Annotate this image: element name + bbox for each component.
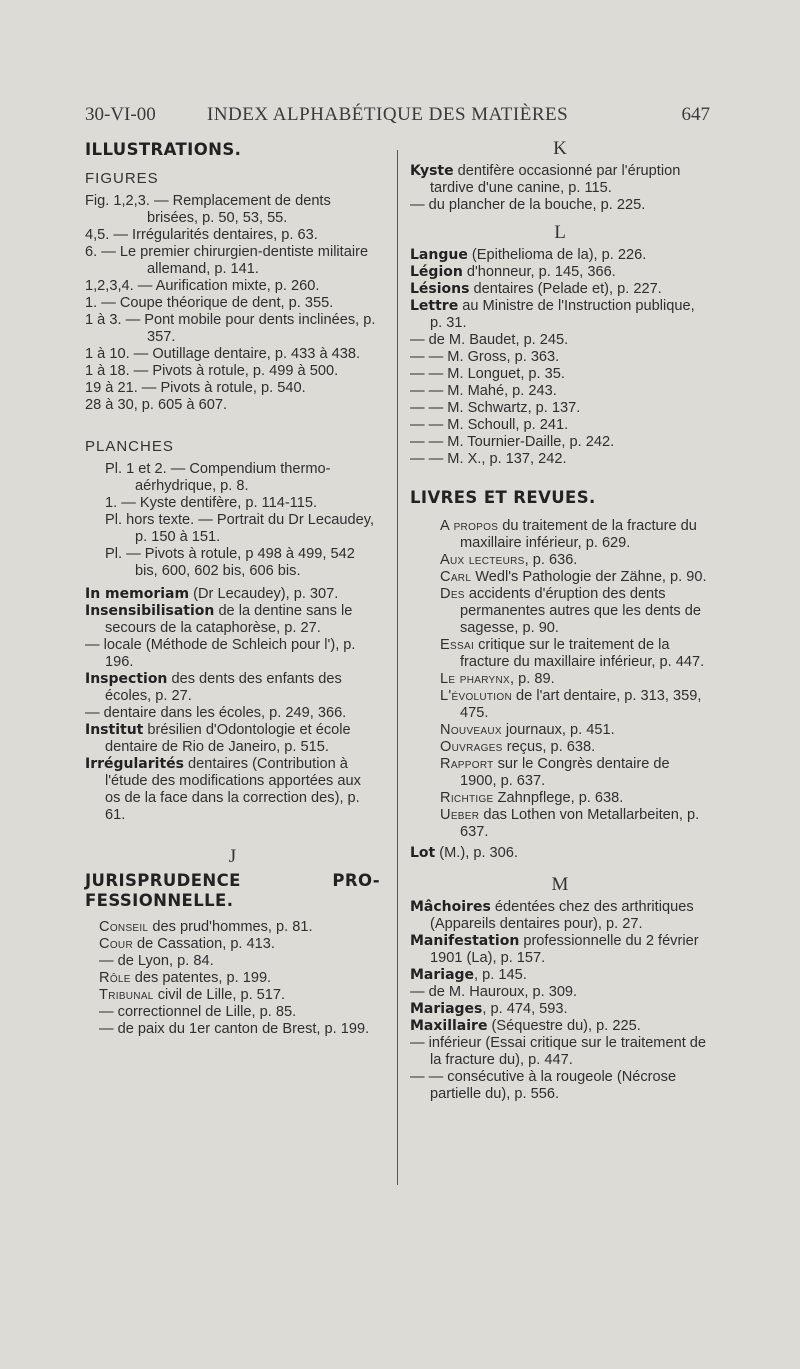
index-entry: — — M. X., p. 137, 242. bbox=[410, 451, 567, 467]
index-entry: — de Lyon, p. 84. bbox=[99, 953, 214, 969]
index-entry: Institut brésilien d'Odontologie et école dentaire de Rio de Janeiro, p. 515. bbox=[85, 722, 351, 755]
index-entry: Langue (Epithelioma de la), p. 226. bbox=[410, 247, 647, 263]
section-title-jurisprudence-cont: FESSIONNELLE. bbox=[85, 891, 234, 910]
list-item: Pl. 1 et 2. — Compendium thermo-aérhydrique, p. 8. bbox=[105, 461, 331, 494]
list-item: 19 à 21. — Pivots à rotule, p. 540. bbox=[85, 380, 306, 396]
list-item: 1,2,3,4. — Aurification mixte, p. 260. bbox=[85, 278, 320, 294]
header-date: 30-VI-00 bbox=[85, 104, 156, 125]
column-divider bbox=[397, 150, 398, 1185]
index-entry: — correctionnel de Lille, p. 85. bbox=[99, 1004, 297, 1020]
figures-list bbox=[85, 193, 380, 414]
l-entries bbox=[410, 247, 710, 468]
index-entry: — de M. Hauroux, p. 309. bbox=[410, 984, 578, 1000]
i-entries bbox=[85, 586, 380, 824]
header-title: INDEX ALPHABÉTIQUE DES MATIÈRES bbox=[207, 104, 569, 125]
index-entry: Richtige Zahnpflege, p. 638. bbox=[440, 790, 624, 806]
index-entry: — — consécutive à la rougeole (Nécrose partielle du), p. 556. bbox=[410, 1069, 677, 1102]
index-entry: — inférieur (Essai critique sur le traitement de la fracture du), p. 447. bbox=[410, 1035, 707, 1068]
index-entry: Kyste dentifère occasionné par l'éruption tardive d'une canine, p. 115. bbox=[410, 163, 681, 196]
index-entry: — dentaire dans les écoles, p. 249, 366. bbox=[85, 705, 347, 721]
section-title-illustrations: ILLUSTRATIONS. bbox=[85, 140, 242, 159]
index-entry: Carl Wedl's Pathologie der Zähne, p. 90. bbox=[440, 569, 707, 585]
livres-list bbox=[410, 518, 710, 841]
list-item: Pl. hors texte. — Portrait du Dr Lecaudey, p. 150 à 151. bbox=[105, 512, 375, 545]
index-entry: Mariages, p. 474, 593. bbox=[410, 1001, 568, 1017]
list-item: Fig. 1,2,3. — Remplacement de dents brisées, p. 50, 53, 55. bbox=[85, 193, 331, 226]
index-entry: — locale (Méthode de Schleich pour l'), p. 196. bbox=[85, 637, 356, 670]
index-entry: — du plancher de la bouche, p. 225. bbox=[410, 197, 646, 213]
index-entry: Cour de Cassation, p. 413. bbox=[99, 936, 275, 952]
index-entry: In memoriam (Dr Lecaudey), p. 307. bbox=[85, 586, 339, 602]
index-entry: Des accidents d'éruption des dents permanentes autres que les dents de sagesse, p. 90. bbox=[440, 586, 701, 636]
index-entry: — — M. Gross, p. 363. bbox=[410, 349, 560, 365]
index-entry: Mâchoires édentées chez des arthritiques (Appareils dentaires pour), p. 27. bbox=[410, 899, 694, 932]
index-entry: — — M. Schwartz, p. 137. bbox=[410, 400, 581, 416]
index-entry: Ouvrages reçus, p. 638. bbox=[440, 739, 596, 755]
list-item: Pl. — Pivots à rotule, p 498 à 499, 542 bis, 600, 602 bis, 606 bis. bbox=[105, 546, 355, 579]
index-entry: — de M. Baudet, p. 245. bbox=[410, 332, 569, 348]
jurisprudence-list bbox=[85, 919, 380, 1038]
list-item: 28 à 30, p. 605 à 607. bbox=[85, 397, 228, 413]
index-entry: Lésions dentaires (Pelade et), p. 227. bbox=[410, 281, 662, 297]
index-entry: Ueber das Lothen von Metallarbeiten, p. 637. bbox=[440, 807, 700, 840]
left-column bbox=[85, 140, 380, 1038]
letter-heading-j: J bbox=[228, 846, 237, 867]
letter-heading-l: L bbox=[554, 222, 566, 243]
page-header bbox=[85, 104, 710, 134]
list-item: 6. — Le premier chirurgien-dentiste militaire allemand, p. 141. bbox=[85, 244, 369, 277]
k-entries bbox=[410, 163, 710, 214]
list-item: 4,5. — Irrégularités dentaires, p. 63. bbox=[85, 227, 318, 243]
index-entry: Tribunal civil de Lille, p. 517. bbox=[99, 987, 286, 1003]
index-entry: Conseil des prud'hommes, p. 81. bbox=[99, 919, 313, 935]
index-entry: Nouveaux journaux, p. 451. bbox=[440, 722, 615, 738]
planches-list bbox=[85, 461, 380, 580]
index-entry: — de paix du 1er canton de Brest, p. 199. bbox=[99, 1021, 370, 1037]
index-entry: Maxillaire (Séquestre du), p. 225. bbox=[410, 1018, 641, 1034]
list-item: 1 à 18. — Pivots à rotule, p. 499 à 500. bbox=[85, 363, 339, 379]
list-item: 1. — Coupe théorique de dent, p. 355. bbox=[85, 295, 334, 311]
index-entry: Mariage, p. 145. bbox=[410, 967, 527, 983]
section-title-livres: LIVRES ET REVUES. bbox=[410, 488, 596, 507]
index-entry: Aux lecteurs, p. 636. bbox=[440, 552, 578, 568]
list-item: 1 à 3. — Pont mobile pour dents inclinées, p. 357. bbox=[85, 312, 376, 345]
index-entry: — — M. Tournier-Daille, p. 242. bbox=[410, 434, 615, 450]
index-entry: Lettre au Ministre de l'Instruction publique, p. 31. bbox=[410, 298, 695, 331]
index-entry: Irrégularités dentaires (Contribution à l'étude des modifications apportées aux os de la face dans la correction des), p. 61. bbox=[85, 756, 361, 823]
m-entries bbox=[410, 899, 710, 1103]
index-entry: Rapport sur le Congrès dentaire de 1900, p. 637. bbox=[440, 756, 670, 789]
index-entry: — — M. Schoull, p. 241. bbox=[410, 417, 569, 433]
index-entry: Rôle des patentes, p. 199. bbox=[99, 970, 272, 986]
index-entry: Le pharynx, p. 89. bbox=[440, 671, 555, 687]
list-item: 1 à 10. — Outillage dentaire, p. 433 à 438. bbox=[85, 346, 361, 362]
index-entry: Manifestation professionnelle du 2 février 1901 (La), p. 157. bbox=[410, 933, 699, 966]
subhead-planches: PLANCHES bbox=[85, 438, 174, 455]
subhead-figures: FIGURES bbox=[85, 170, 159, 187]
section-title-jurisprudence: JURISPRUDENCE PRO- bbox=[85, 871, 380, 890]
index-entry: Inspection des dents des enfants des écoles, p. 27. bbox=[85, 671, 342, 704]
index-entry: — — M. Mahé, p. 243. bbox=[410, 383, 557, 399]
page-number: 647 bbox=[681, 104, 710, 125]
index-entry: — — M. Longuet, p. 35. bbox=[410, 366, 565, 382]
index-entry: L'évolution de l'art dentaire, p. 313, 359, 475. bbox=[440, 688, 702, 721]
letter-heading-k: K bbox=[553, 138, 567, 159]
index-entry: Lot (M.), p. 306. bbox=[410, 845, 518, 861]
index-entry: Insensibilisation de la dentine sans le secours de la cataphorèse, p. 27. bbox=[85, 603, 353, 636]
right-column bbox=[410, 140, 710, 1103]
index-entry: A propos du traitement de la fracture du maxillaire inférieur, p. 629. bbox=[440, 518, 697, 551]
index-entry: Légion d'honneur, p. 145, 366. bbox=[410, 264, 616, 280]
letter-heading-m: M bbox=[551, 874, 569, 895]
list-item: 1. — Kyste dentifère, p. 114-115. bbox=[105, 495, 318, 511]
index-entry: Essai critique sur le traitement de la fracture du maxillaire inférieur, p. 447. bbox=[440, 637, 705, 670]
